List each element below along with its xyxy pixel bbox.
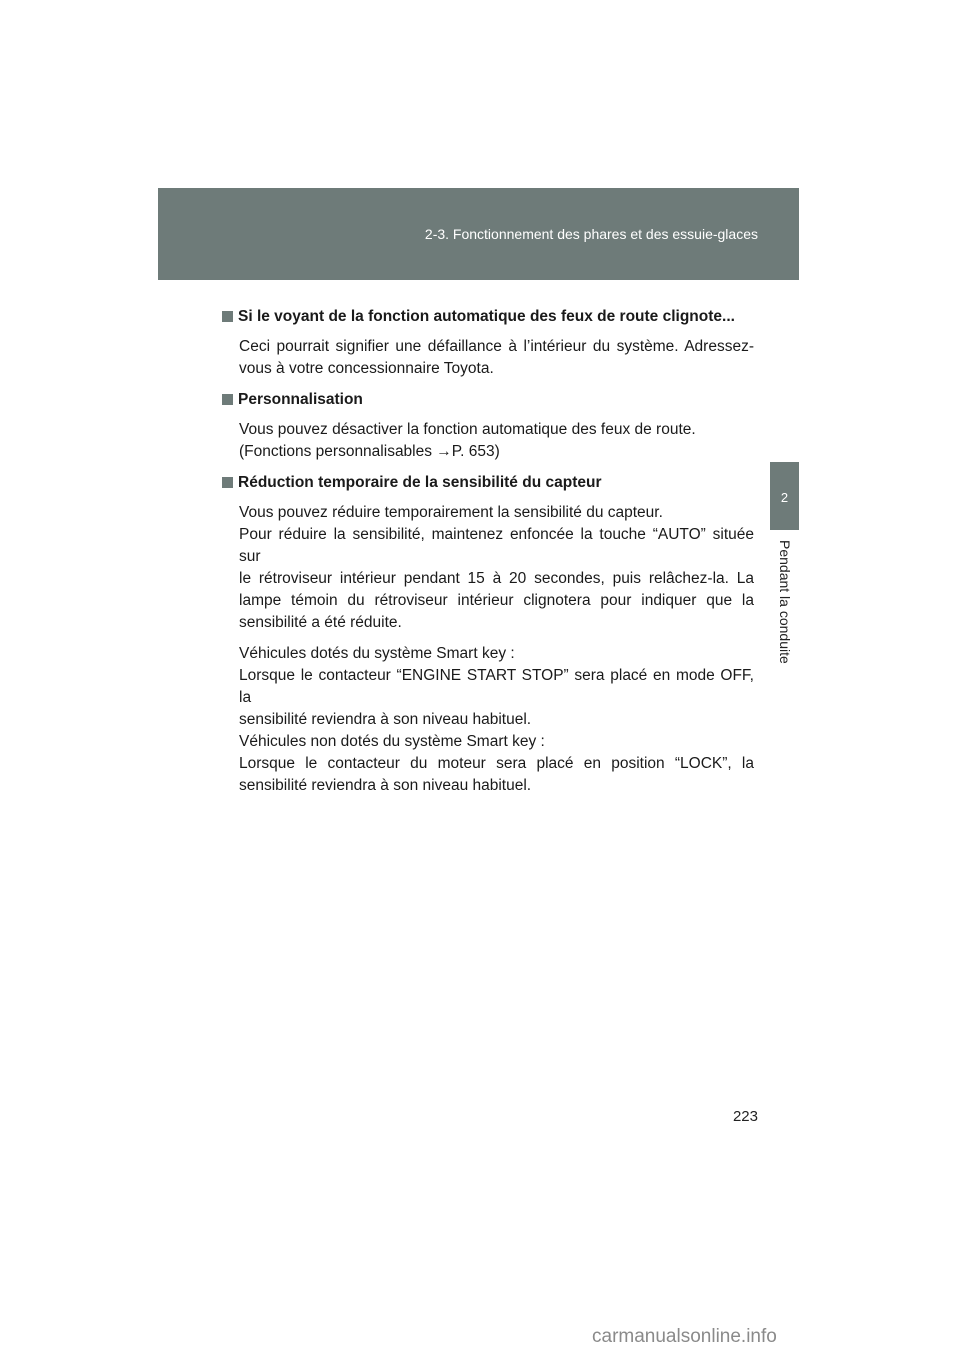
section-paragraph: [239, 643, 754, 797]
section-heading: Personnalisation: [222, 389, 754, 411]
watermark: carmanualsonline.info: [592, 1326, 777, 1347]
chapter-header: [158, 188, 799, 280]
section-paragraph: [239, 419, 754, 463]
section-sensor-sensitivity: [222, 472, 754, 797]
page-number: 223: [732, 1108, 758, 1125]
text-line: lampe témoin du rétroviseur intérieur clignotera pour indiquer que la: [239, 592, 754, 609]
text-line: Pour réduire la sensibilité, maintenez enfoncée la touche “AUTO” située sur: [239, 526, 754, 565]
square-bullet-icon: [222, 311, 233, 322]
chapter-tab-number: 2: [780, 490, 789, 505]
chapter-side-label: [770, 540, 799, 680]
text-line: Lorsque le contacteur “ENGINE START STOP” sera placé en mode OFF, la: [239, 667, 754, 706]
text-line: Vous pouvez réduire temporairement la sensibilité du capteur.: [239, 504, 663, 521]
text-line: Véhicules dotés du système Smart key :: [239, 645, 515, 662]
section-paragraph: [239, 502, 754, 634]
section-paragraph: [239, 336, 754, 380]
text-line: vous à votre concessionnaire Toyota.: [239, 360, 494, 377]
section-high-beam-indicator: [222, 306, 754, 380]
text-line: Vous pouvez désactiver la fonction automatique des feux de route.: [239, 421, 696, 438]
chapter-tab: [770, 462, 799, 530]
text-line: sensibilité reviendra à son niveau habituel.: [239, 777, 532, 794]
text-line: sensibilité a été réduite.: [239, 614, 402, 631]
text-line: sensibilité reviendra à son niveau habituel.: [239, 711, 532, 728]
text-line: (Fonctions personnalisables →P. 653): [239, 443, 500, 460]
text-line: Véhicules non dotés du système Smart key :: [239, 733, 545, 750]
page-content: [222, 306, 754, 806]
section-heading: Réduction temporaire de la sensibilité du capteur: [222, 472, 754, 494]
square-bullet-icon: [222, 477, 233, 488]
text-line: Lorsque le contacteur du moteur sera placé en position “LOCK”, la: [239, 755, 754, 772]
chapter-title: 2-3. Fonctionnement des phares et des essuie-glaces: [424, 226, 758, 242]
square-bullet-icon: [222, 394, 233, 405]
text-line: le rétroviseur intérieur pendant 15 à 20 secondes, puis relâchez-la. La: [239, 570, 754, 587]
chapter-side-label-text: Pendant la conduite: [776, 540, 793, 664]
section-customization: [222, 389, 754, 463]
section-heading: Si le voyant de la fonction automatique des feux de route clignote...: [222, 306, 754, 328]
text-line: Ceci pourrait signifier une défaillance à l’intérieur du système. Adressez-: [239, 338, 754, 355]
